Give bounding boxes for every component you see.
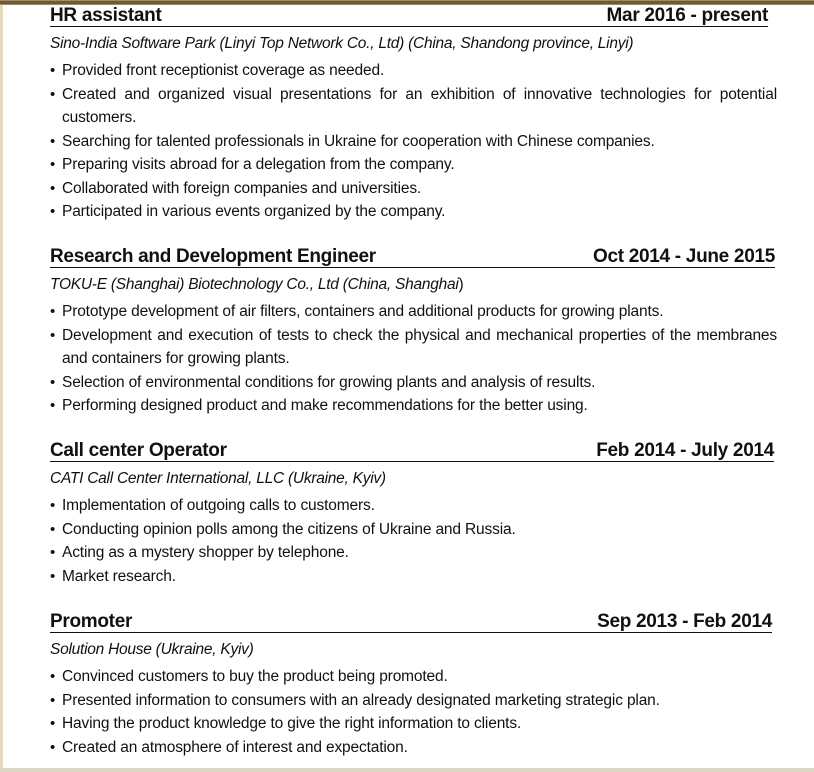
list-item-text: Conducting opinion polls among the citizens of Ukraine and Russia.: [62, 520, 516, 538]
bottom-border: [0, 768, 814, 772]
list-item-text: Preparing visits abroad for a delegation from the company.: [62, 156, 455, 173]
bullet-icon: •: [50, 132, 56, 150]
company-name: TOKU-E (Shanghai) Biotechnology Co., Ltd (China, Shanghai: [50, 276, 459, 293]
bullet-icon: •: [50, 85, 56, 103]
list-item-text: Created an atmosphere of interest and expectation.: [62, 738, 408, 756]
list-item: [50, 83, 777, 130]
job-header: [50, 608, 772, 633]
list-item-text: Collaborated with foreign companies and universities.: [62, 179, 422, 197]
list-item: [50, 371, 777, 395]
job-section-hr-assistant: [50, 2, 777, 224]
job-header: [50, 437, 774, 462]
list-item-text: Searching for talented professionals in Ukraine for cooperation with Chinese companies.: [62, 132, 655, 150]
bullet-icon: •: [50, 326, 56, 344]
duties-list: [50, 494, 777, 588]
list-item-text: Prototype development of air filters, containers and additional products for growing plants.: [62, 303, 664, 320]
bullet-icon: •: [50, 497, 56, 514]
job-dates: Mar 2016 - present: [606, 5, 768, 26]
list-item: [50, 59, 777, 83]
bullet-icon: •: [50, 544, 56, 561]
job-dates: Oct 2014 - June 2015: [593, 246, 775, 267]
list-item: [50, 200, 777, 224]
left-border: [0, 5, 3, 772]
bullet-icon: •: [50, 156, 56, 173]
list-item: [50, 712, 777, 736]
list-item-text: Having the product knowledge to give the right information to clients.: [62, 715, 522, 732]
bullet-icon: •: [50, 397, 56, 414]
bullet-icon: •: [50, 62, 56, 79]
job-section-promoter: [50, 608, 772, 759]
job-title: HR assistant: [50, 5, 162, 26]
company-line: CATI Call Center International, LLC (Ukraine, Kyiv): [50, 470, 386, 487]
list-item: [50, 300, 777, 324]
list-item: [50, 324, 777, 371]
list-item-text: Participated in various events organized by the company.: [62, 203, 446, 220]
list-item: [50, 494, 777, 518]
list-item: [50, 130, 777, 154]
list-item: [50, 689, 777, 713]
list-item-text: Provided front receptionist coverage as needed.: [62, 62, 385, 79]
bullet-icon: •: [50, 203, 56, 220]
job-dates: Sep 2013 - Feb 2014: [597, 611, 772, 632]
list-item: [50, 665, 777, 689]
job-dates: Feb 2014 - July 2014: [596, 440, 774, 461]
bullet-icon: •: [50, 373, 56, 391]
list-item: [50, 565, 777, 589]
list-item: [50, 541, 777, 565]
company-line: Sino-India Software Park (Linyi Top Network Co., Ltd) (China, Shandong province, Linyi): [50, 35, 634, 52]
job-section-rd-engineer: [50, 243, 775, 418]
bullet-icon: •: [50, 303, 56, 320]
duties-list: [50, 59, 777, 224]
bullet-icon: •: [50, 520, 56, 538]
list-item-text: Development and execution of tests to check the physical and mechanical properties of the membranes and containers for growing plants.: [62, 326, 777, 367]
bullet-icon: •: [50, 668, 56, 685]
list-item-text: Selection of environmental conditions for growing plants and analysis of results.: [62, 373, 596, 391]
list-item: [50, 153, 777, 177]
list-item-text: Market research.: [62, 567, 176, 585]
company-line: Solution House (Ukraine, Kyiv): [50, 641, 254, 658]
bullet-icon: •: [50, 567, 56, 585]
bullet-icon: •: [50, 691, 56, 709]
job-title: Promoter: [50, 611, 133, 632]
duties-list: [50, 300, 777, 418]
job-header: [50, 2, 768, 27]
list-item: [50, 518, 777, 542]
list-item-text: Implementation of outgoing calls to customers.: [62, 497, 375, 514]
list-item: [50, 736, 777, 760]
list-item-text: Presented information to consumers with an already designated marketing strategic plan.: [62, 691, 660, 709]
job-section-call-center-operator: [50, 437, 774, 588]
bullet-icon: •: [50, 738, 56, 756]
list-item-text: Created and organized visual presentations for an exhibition of innovative technologies for potential customers.: [62, 85, 777, 126]
bullet-icon: •: [50, 715, 56, 732]
company-line: [50, 273, 775, 297]
company-closing-paren: ): [458, 276, 464, 293]
list-item: [50, 394, 777, 418]
list-item-text: Convinced customers to buy the product being promoted.: [62, 668, 448, 685]
list-item-text: Performing designed product and make recommendations for the better using.: [62, 397, 588, 414]
list-item-text: Acting as a mystery shopper by telephone.: [62, 544, 349, 561]
duties-list: [50, 665, 777, 759]
bullet-icon: •: [50, 179, 56, 197]
job-title: Research and Development Engineer: [50, 246, 376, 267]
job-header: [50, 243, 775, 268]
job-title: Call center Operator: [50, 440, 227, 461]
list-item: [50, 177, 777, 201]
